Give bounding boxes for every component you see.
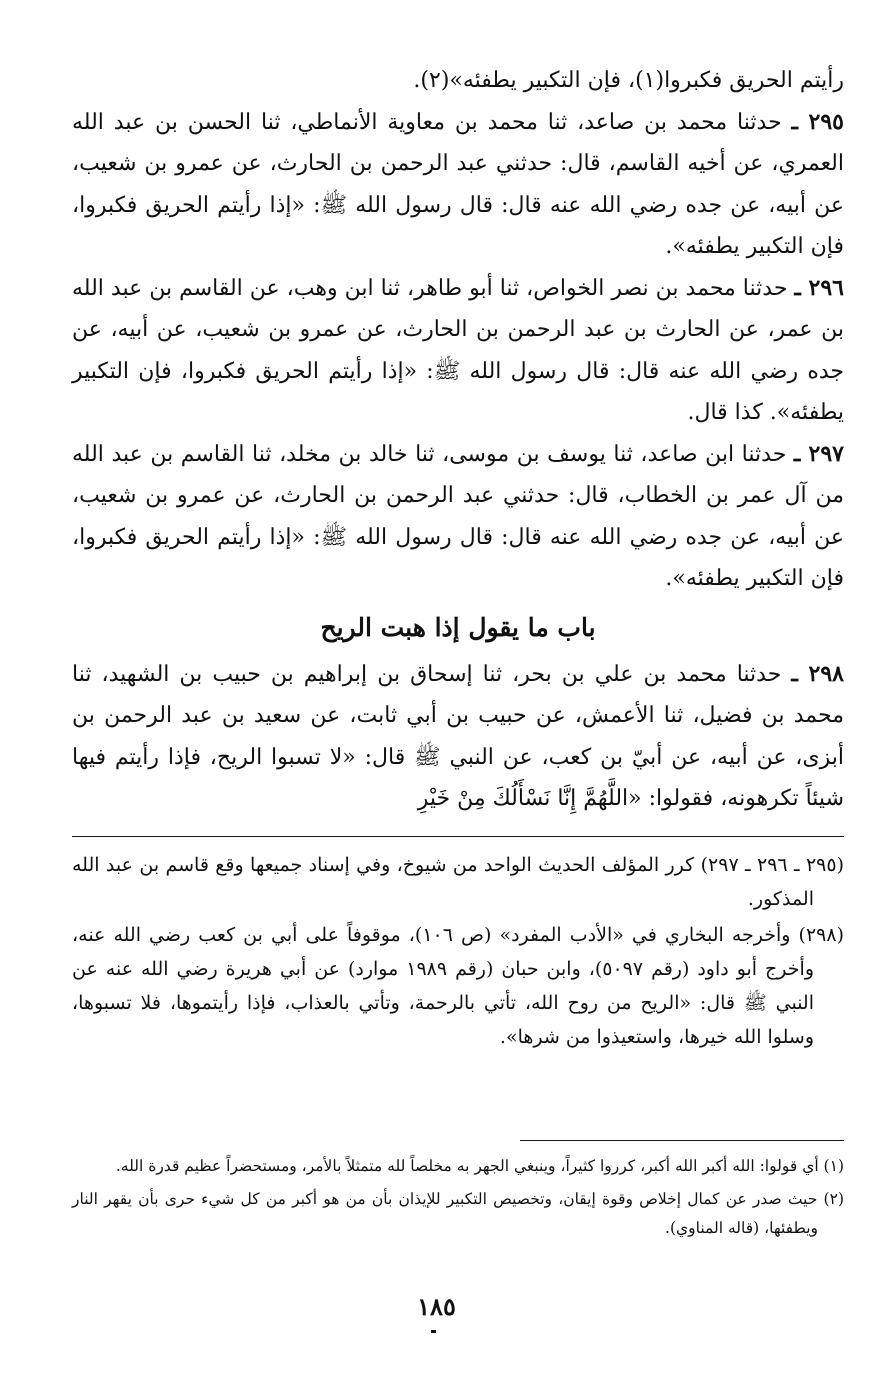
note-text: كرر المؤلف الحديث الواحد من شيوخ، وفي إسناد جميعها وقع قاسم بن عبد الله المذكور. [72,854,814,910]
page-mark [431,1330,436,1333]
note-295-297 [72,848,844,916]
hadith-296 [72,268,844,434]
hadith-text: حدثنا محمد بن نصر الخواص، ثنا أبو طاهر، ثنا ابن وهب، عن القاسم بن عبد الله بن عمر، عن الحارث بن عبد الرحمن بن الحارث، عن عمرو بن شعيب، عن أبيه، عن جده رضي الله عنه قال: قال رسول الله ﷺ: «إذا رأيتم الحريق فكبروا، فإن التكبير يطفئه». كذا قال. [72,275,844,425]
hadith-297 [72,434,844,600]
hadith-number: ٢٩٦ ـ [794,274,844,301]
footnotes-divider [520,1140,844,1141]
intro-line: رأيتم الحريق فكبروا(١)، فإن التكبير يطفئه»(٢). [413,68,844,93]
note-label: (٢٩٥ ـ ٢٩٦ ـ ٢٩٧) [700,854,844,876]
note-text: وأخرجه البخاري في «الأدب المفرد» (ص ١٠٦)، موقوفاً على أبي بن كعب رضي الله عنه، وأخرج أبو داود (رقم ٥٠٩٧)، وابن حبان (رقم ١٩٨٩ موارد) عن أبي هريرة رضي الله عنه عن النبي ﷺ قال: «الريح من روح الله، تأتي بالرحمة، وتأتي بالعذاب، فإذا رأيتموها، فلا تسبوها، وسلوا الله خيرها، واستعيذوا من شرها». [72,924,814,1048]
footnotes [72,1152,844,1247]
footnote-2: (٢) حيث صدر عن كمال إخلاص وقوة إيقان، وتخصيص التكبير للإيذان بأن من هو أكبر من كل شيء حرى بأن يقهر النار ويطفئها، (قاله المناوي). [72,1190,844,1237]
note-label: (٢٩٨) [798,924,844,946]
hadith-text: حدثنا محمد بن صاعد، ثنا محمد بن معاوية الأنماطي، ثنا الحسن بن عبد الله العمري، عن أخيه القاسم، قال: حدثني عبد الرحمن بن الحارث، عن عمرو بن شعيب، عن أبيه، عن جده رضي الله عنه قال: قال رسول الله ﷺ: «إذا رأيتم الحريق فكبروا، فإن التكبير يطفئه». [72,109,844,259]
editor-notes [72,848,844,1056]
notes-divider [72,836,844,837]
hadith-text: حدثنا ابن صاعد، ثنا يوسف بن موسى، ثنا خالد بن مخلد، ثنا القاسم بن عبد الله من آل عمر بن الخطاب، قال: حدثني عبد الرحمن بن الحارث، عن عمرو بن شعيب، عن أبيه، عن جده رضي الله عنه قال: قال رسول الله ﷺ: «إذا رأيتم الحريق فكبروا، فإن التكبير يطفئه». [72,441,844,591]
footnote-1: (١) أي قولوا: الله أكبر الله أكبر، كرروا كثيراً، وينبغي الجهر به مخلصاً لله متمثلاً بالأمر، ومستحضراً عظيم قدرة الله. [115,1157,844,1175]
hadith-number: ٢٩٧ ـ [793,440,844,467]
hadith-298 [72,654,844,820]
hadith-text: حدثنا محمد بن علي بن بحر، ثنا إسحاق بن إبراهيم بن حبيب بن الشهيد، ثنا محمد بن فضيل، ثنا الأعمش، عن حبيب بن أبي ثابت، عن سعيد بن عبد الرحمن بن أبزى، عن أبيه، عن أبيّ بن كعب، عن النبي ﷺ قال: «لا تسبوا الريح، فإذا رأيتم فيها شيئاً تكرهونه، فقولوا: «اللَّهُمَّ إِنَّا نَسْأَلُكَ مِنْ خَيْرِ [72,661,844,811]
chapter-title: باب ما يقول إذا هبت الريح [320,612,596,642]
hadith-number: ٢٩٥ ـ [791,108,844,135]
note-298 [72,918,844,1054]
page-number: ١٨٥ [417,1292,456,1321]
main-text [72,60,844,820]
hadith-295 [72,102,844,268]
hadith-number: ٢٩٨ ـ [791,660,844,687]
